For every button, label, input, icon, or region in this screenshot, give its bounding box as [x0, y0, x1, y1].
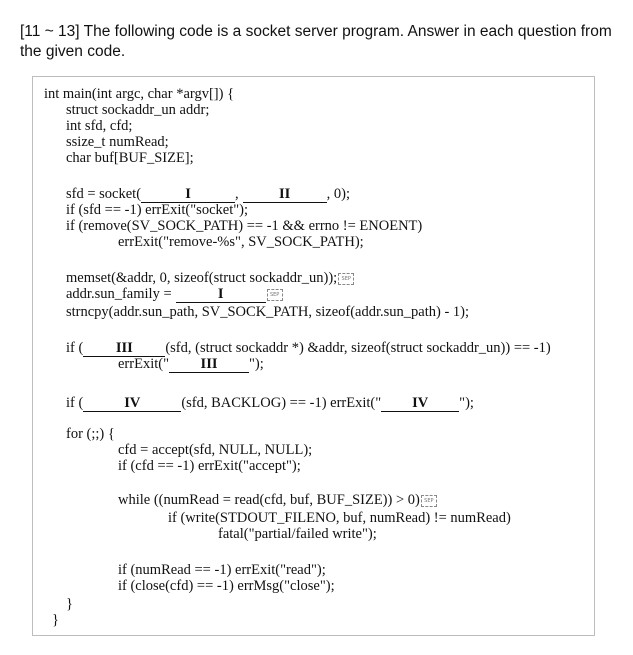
code-line-addr: struct sockaddr_un addr; — [66, 102, 210, 118]
err-text: errExit(" — [118, 356, 170, 372]
code-line-bind — [66, 340, 551, 357]
blank-i-family: I — [176, 287, 266, 303]
code-line-buf: char buf[BUF_SIZE]; — [66, 150, 194, 166]
blank-iv: IV — [83, 396, 181, 412]
code-line-accept: cfd = accept(sfd, NULL, NULL); — [118, 442, 313, 458]
sep-icon: SEP — [267, 289, 283, 301]
code-line-while — [118, 492, 437, 509]
blank-iii: III — [83, 341, 165, 357]
code-line-main: int main(int argc, char *argv[]) { — [44, 86, 235, 102]
sep-icon: SEP — [421, 495, 437, 507]
err-end: "); — [249, 356, 264, 372]
listen-end: "); — [459, 395, 474, 411]
sep-icon: SEP — [338, 273, 354, 285]
code-line-strncpy: strncpy(addr.sun_path, SV_SOCK_PATH, sizeof(addr.sun_path) - 1); — [66, 304, 470, 320]
code-line-bind-exit — [118, 356, 264, 373]
listen-text: (sfd, BACKLOG) == -1) errExit(" — [181, 395, 382, 411]
socket-call: sfd = socket( — [66, 186, 142, 202]
code-line-family — [66, 286, 283, 303]
if-text: if ( — [66, 340, 84, 356]
code-line-read-check: if (numRead == -1) errExit("read"); — [118, 562, 326, 578]
family-text: addr.sun_family = — [66, 286, 172, 302]
code-brace-inner: } — [66, 596, 73, 612]
code-line-remove: if (remove(SV_SOCK_PATH) == -1 && errno != ENOENT) — [66, 218, 423, 234]
code-line-for: for (;;) { — [66, 426, 115, 442]
code-line-sfd-check: if (sfd == -1) errExit("socket"); — [66, 202, 248, 218]
blank-iv-err: IV — [381, 396, 459, 412]
if-text: if ( — [66, 395, 84, 411]
code-brace-outer: } — [52, 612, 59, 628]
code-line-numread: ssize_t numRead; — [66, 134, 169, 150]
socket-comma: , — [235, 186, 239, 202]
code-line-memset — [66, 270, 354, 287]
code-line-socket — [66, 186, 350, 203]
code-line-listen — [66, 395, 474, 412]
while-text: while ((numRead = read(cfd, buf, BUF_SIZE)) > 0) — [118, 492, 420, 508]
code-line-fatal: fatal("partial/failed write"); — [218, 526, 377, 542]
code-line-write: if (write(STDOUT_FILENO, buf, numRead) != numRead) — [168, 510, 511, 526]
blank-ii: II — [243, 187, 327, 203]
code-line-cfd-check: if (cfd == -1) errExit("accept"); — [118, 458, 301, 474]
memset-text: memset(&addr, 0, sizeof(struct sockaddr_un)); — [66, 270, 338, 286]
socket-end: , 0); — [326, 186, 351, 202]
code-line-sfd: int sfd, cfd; — [66, 118, 133, 134]
blank-iii-err: III — [169, 357, 249, 373]
question-text: [11 ~ 13] The following code is a socket server program. Answer in each question from the given code. — [20, 23, 612, 60]
bind-text: (sfd, (struct sockaddr *) &addr, sizeof(struct sockaddr_un)) == -1) — [165, 340, 551, 356]
blank-i: I — [141, 187, 235, 203]
code-line-close: if (close(cfd) == -1) errMsg("close"); — [118, 578, 335, 594]
code-line-remove-exit: errExit("remove-%s", SV_SOCK_PATH); — [118, 234, 364, 250]
